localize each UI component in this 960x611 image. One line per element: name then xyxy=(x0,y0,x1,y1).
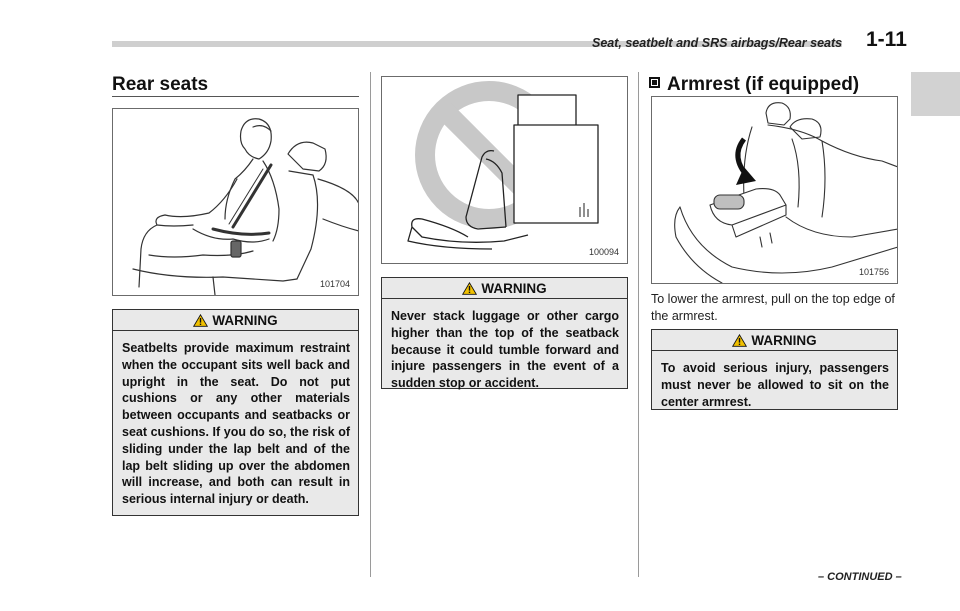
running-title: Seat, seatbelt and SRS airbags/Rear seats xyxy=(592,36,843,50)
warning-triangle-icon xyxy=(732,334,747,347)
figure-stacked-cargo-prohibited xyxy=(381,76,628,264)
warning-triangle-icon xyxy=(193,314,208,327)
warning-header xyxy=(381,277,628,299)
warning-box xyxy=(112,331,359,516)
continued-marker: – CONTINUED – xyxy=(818,571,902,583)
warning-header xyxy=(112,309,359,331)
square-bullet-icon xyxy=(649,77,660,88)
warning-text: To avoid serious injury, passengers must never be allowed to sit on the center armrest. xyxy=(661,361,889,409)
seated-occupant-illustration xyxy=(113,109,359,296)
page-number: 1-11 xyxy=(866,28,907,51)
warning-text: Never stack luggage or other cargo higher than the top of the seatback because it could tumble forward and injure passengers in the event of a sudden stop or accident. xyxy=(391,309,619,391)
warning-box xyxy=(651,351,898,410)
section-title-armrest: Armrest (if equipped) xyxy=(667,74,860,95)
armrest-instruction: To lower the armrest, pull on the top edge of the armrest. xyxy=(651,292,895,323)
column-divider-right xyxy=(638,72,639,577)
figure-id: 101704 xyxy=(319,279,350,289)
section-rule xyxy=(112,96,359,97)
stacked-cargo-illustration xyxy=(382,77,628,264)
figure-seated-occupant xyxy=(112,108,359,296)
figure-armrest xyxy=(651,96,898,284)
section-title-rear-seats: Rear seats xyxy=(112,74,209,95)
warning-label: WARNING xyxy=(751,332,817,348)
chapter-edge-tab xyxy=(911,72,960,116)
column-divider-left xyxy=(370,72,371,577)
armrest-illustration xyxy=(652,97,898,284)
warning-triangle-icon xyxy=(462,282,477,295)
figure-id: 101756 xyxy=(858,267,889,277)
warning-label: WARNING xyxy=(212,312,278,328)
figure-id: 100094 xyxy=(588,247,619,257)
warning-box xyxy=(381,299,628,389)
warning-label: WARNING xyxy=(481,280,547,296)
warning-header xyxy=(651,329,898,351)
warning-text: Seatbelts provide maximum restraint when the occupant sits well back and upright in the seat. Do not put cushions or any other materials between occupants and seatbacks or seat cushions. If you do so, the risk of sliding under the lap belt and of the lap belt sliding up over the abdomen will increase, and both can result in serious internal injury or death. xyxy=(122,341,350,507)
